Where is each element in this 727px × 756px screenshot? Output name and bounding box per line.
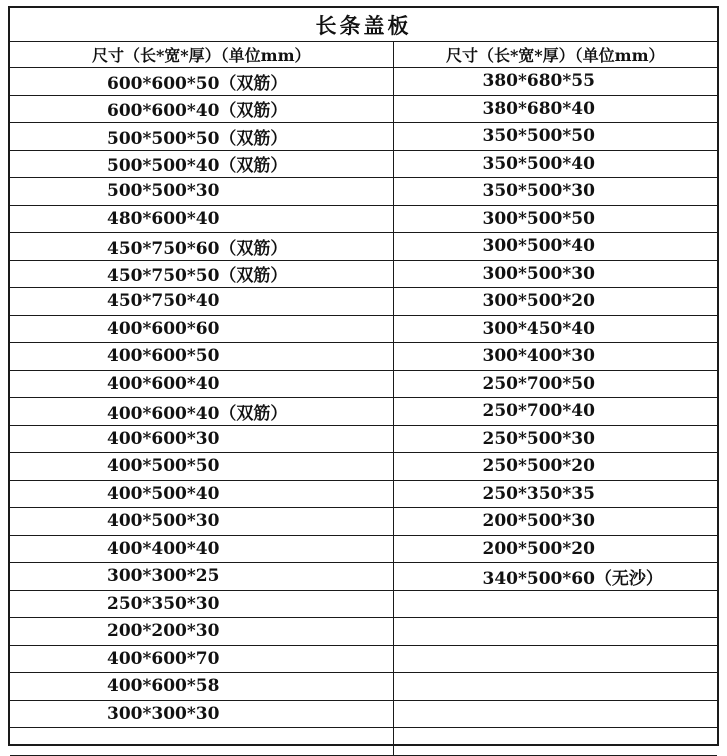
size-cell-right: 300*450*40 xyxy=(393,315,717,343)
table-row xyxy=(10,260,717,288)
size-cell-right: 350*500*30 xyxy=(393,178,717,206)
size-cell-right: 350*500*50 xyxy=(393,123,717,151)
table-row xyxy=(10,645,717,673)
size-cell-right: 250*700*40 xyxy=(393,398,717,426)
size-cell-right: 380*680*55 xyxy=(393,68,717,96)
table-row xyxy=(10,178,717,206)
table-row xyxy=(10,68,717,96)
table-row xyxy=(10,205,717,233)
size-cell-left: 400*400*40 xyxy=(10,535,393,563)
size-cell-right: 380*680*40 xyxy=(393,95,717,123)
column-header-left: 尺寸（长*宽*厚）（单位mm） xyxy=(10,42,393,68)
table-row xyxy=(10,123,717,151)
size-cell-right xyxy=(393,645,717,673)
size-cell-left: 450*750*60（双筋） xyxy=(10,233,393,261)
size-cell-left: 500*500*40（双筋） xyxy=(10,150,393,178)
table-title: 长条盖板 xyxy=(10,8,717,42)
table-row xyxy=(10,453,717,481)
table-row xyxy=(10,233,717,261)
size-cell-right: 340*500*60（无沙） xyxy=(393,563,717,591)
size-cell-left: 500*500*30 xyxy=(10,178,393,206)
size-table-sheet xyxy=(8,6,719,746)
size-cell-left: 450*750*40 xyxy=(10,288,393,316)
size-cell-left: 600*600*40（双筋） xyxy=(10,95,393,123)
table-row xyxy=(10,700,717,728)
table-row xyxy=(10,343,717,371)
size-cell-right xyxy=(393,590,717,618)
column-header-right: 尺寸（长*宽*厚）（单位mm） xyxy=(393,42,717,68)
table-row xyxy=(10,315,717,343)
size-cell-right: 300*500*40 xyxy=(393,233,717,261)
table-row xyxy=(10,618,717,646)
size-cell-left: 600*600*50（双筋） xyxy=(10,68,393,96)
size-cell-right xyxy=(393,673,717,701)
table-row xyxy=(10,673,717,701)
size-cell-right: 300*500*30 xyxy=(393,260,717,288)
size-cell-right: 300*500*50 xyxy=(393,205,717,233)
size-cell-left: 400*600*60 xyxy=(10,315,393,343)
size-cell-left: 480*600*40 xyxy=(10,205,393,233)
size-cell-right: 300*500*20 xyxy=(393,288,717,316)
table-row xyxy=(10,508,717,536)
size-cell-left: 400*600*58 xyxy=(10,673,393,701)
size-cell-left: 450*750*50（双筋） xyxy=(10,260,393,288)
size-cell-right: 200*500*20 xyxy=(393,535,717,563)
cover-plate-size-table xyxy=(10,8,717,756)
header-row xyxy=(10,42,717,68)
size-cell-left: 400*500*40 xyxy=(10,480,393,508)
size-cell-right xyxy=(393,618,717,646)
size-cell-left: 400*600*30 xyxy=(10,425,393,453)
size-cell-left: 400*600*50 xyxy=(10,343,393,371)
table-row xyxy=(10,398,717,426)
title-row xyxy=(10,8,717,42)
size-cell-right: 250*700*50 xyxy=(393,370,717,398)
table-row xyxy=(10,563,717,591)
size-cell-left: 200*200*30 xyxy=(10,618,393,646)
size-cell-right: 250*500*30 xyxy=(393,425,717,453)
table-row xyxy=(10,288,717,316)
size-cell-left xyxy=(10,728,393,756)
table-row xyxy=(10,535,717,563)
size-cell-right: 250*500*20 xyxy=(393,453,717,481)
size-cell-left: 400*500*50 xyxy=(10,453,393,481)
size-cell-left: 400*600*40 xyxy=(10,370,393,398)
size-cell-left: 300*300*25 xyxy=(10,563,393,591)
table-row xyxy=(10,728,717,756)
size-cell-left: 400*500*30 xyxy=(10,508,393,536)
size-cell-right xyxy=(393,728,717,756)
size-cell-right: 300*400*30 xyxy=(393,343,717,371)
size-cell-right: 350*500*40 xyxy=(393,150,717,178)
size-cell-left: 400*600*40（双筋） xyxy=(10,398,393,426)
size-cell-left: 250*350*30 xyxy=(10,590,393,618)
table-row xyxy=(10,425,717,453)
size-cell-left: 500*500*50（双筋） xyxy=(10,123,393,151)
size-cell-right: 200*500*30 xyxy=(393,508,717,536)
table-row xyxy=(10,150,717,178)
table-row xyxy=(10,590,717,618)
size-cell-left: 400*600*70 xyxy=(10,645,393,673)
table-row xyxy=(10,480,717,508)
size-cell-left: 300*300*30 xyxy=(10,700,393,728)
size-cell-right xyxy=(393,700,717,728)
size-cell-right: 250*350*35 xyxy=(393,480,717,508)
table-row xyxy=(10,95,717,123)
table-body xyxy=(10,68,717,756)
table-row xyxy=(10,370,717,398)
